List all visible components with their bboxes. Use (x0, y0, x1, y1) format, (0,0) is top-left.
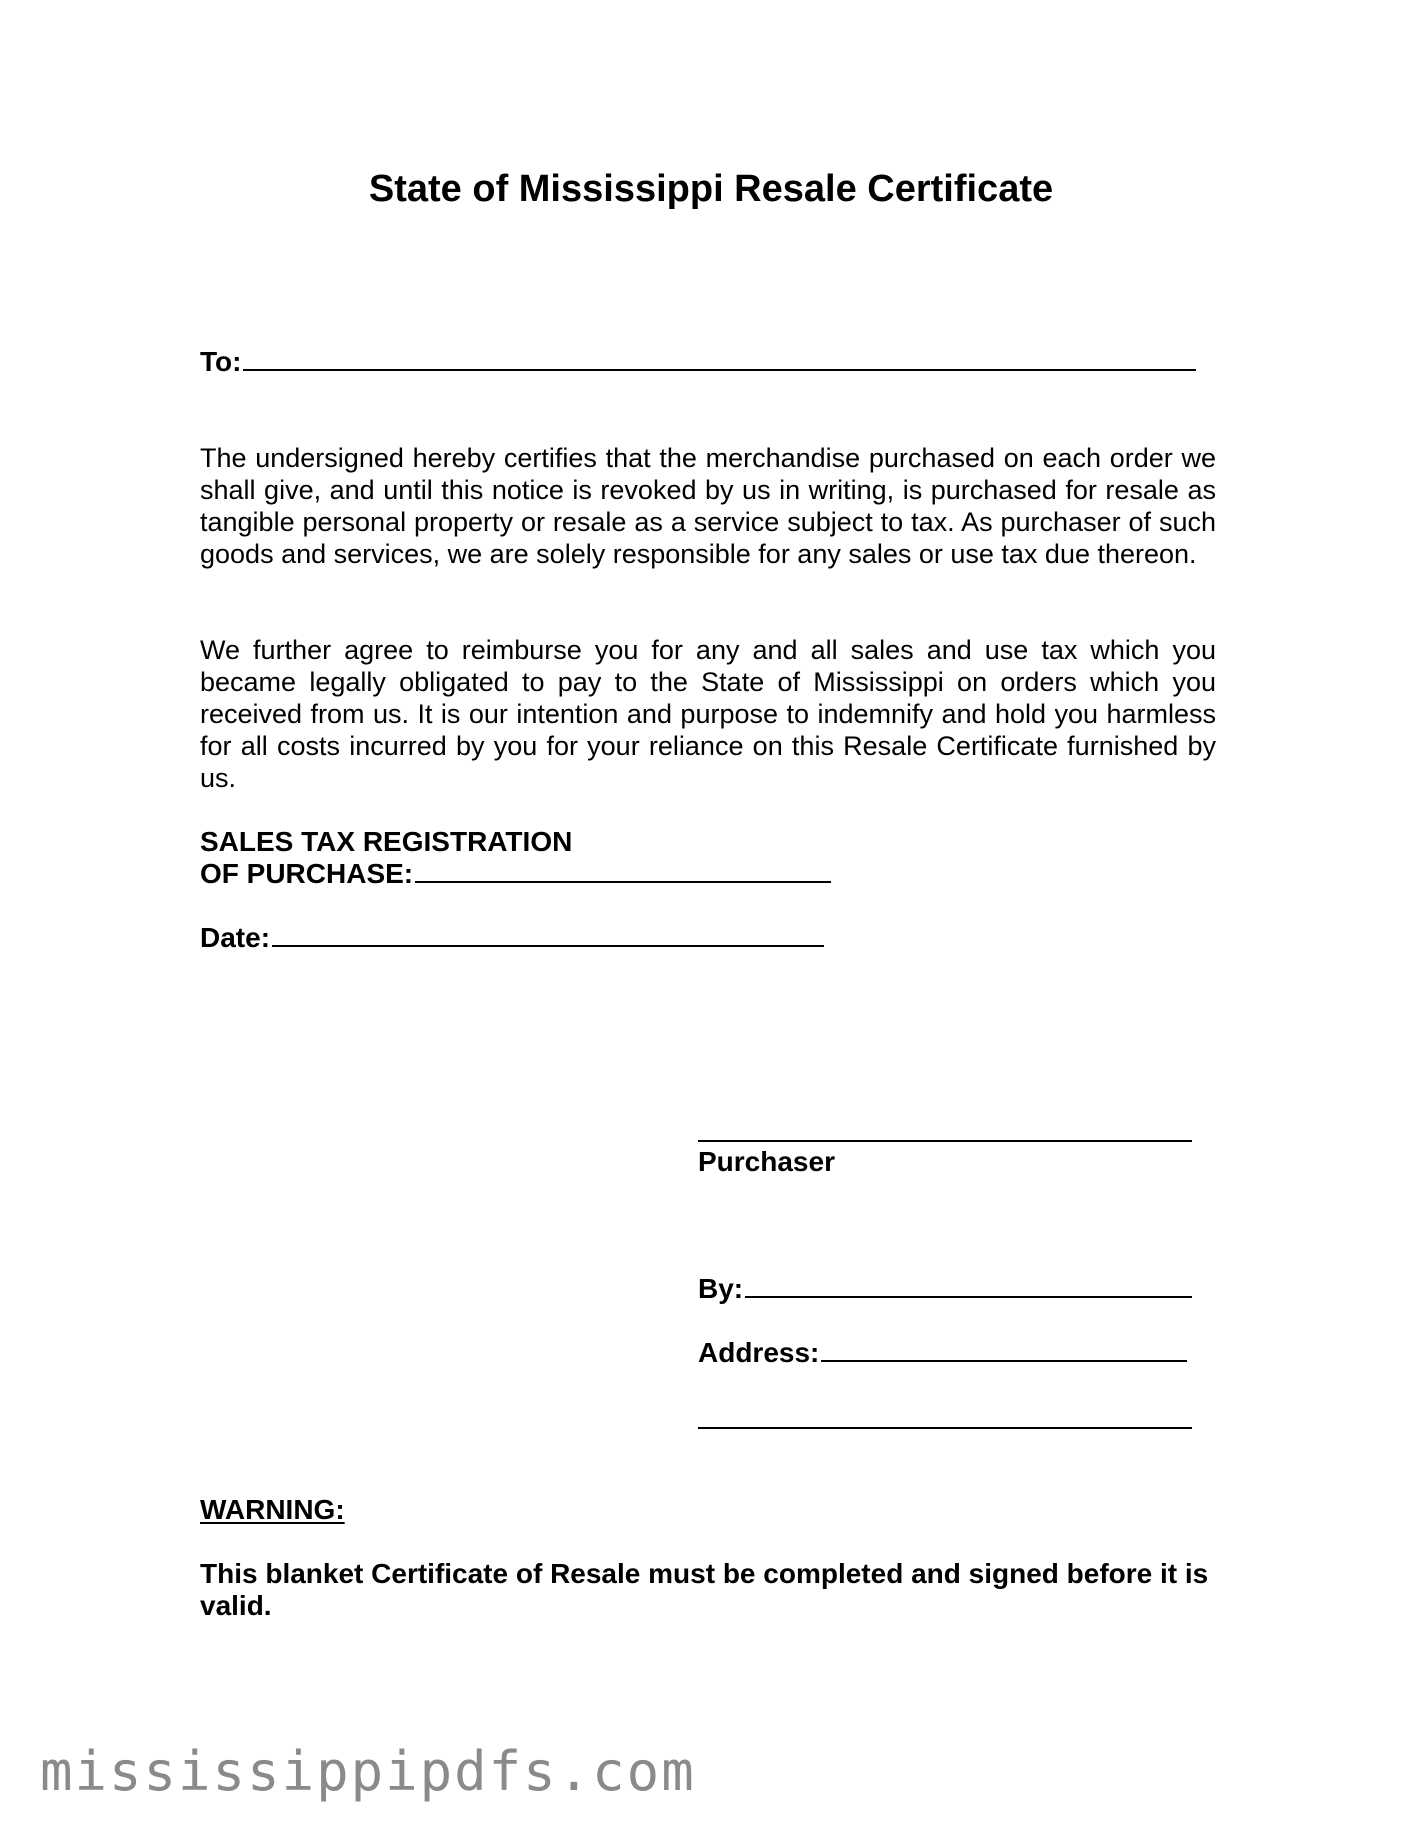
warning-text: This blanket Certificate of Resale must be completed and signed before it is valid. (200, 1558, 1209, 1621)
date-field (200, 922, 824, 954)
registration-blank-line[interactable] (415, 881, 831, 883)
registration-field (200, 858, 831, 890)
address-field (698, 1337, 1187, 1369)
certification-paragraph: The undersigned hereby certifies that the merchandise purchased on each order we shall give, and until this notice is revoked by us in writing, is purchased for resale as tangible personal property or resale as a service subject to tax. As purchaser of such goods and services, we are solely responsible for any sales or use tax due thereon. (200, 443, 1216, 569)
date-label: Date: (200, 922, 271, 953)
watermark-text: mississippipdfs.com (40, 1740, 696, 1803)
to-label: To: (200, 346, 242, 377)
address-label: Address: (698, 1337, 820, 1368)
to-blank-line[interactable] (243, 369, 1196, 371)
address-second-line[interactable] (698, 1427, 1192, 1429)
registration-label-line2: OF PURCHASE: (200, 858, 414, 889)
registration-label-line1: SALES TAX REGISTRATION (200, 826, 573, 857)
by-blank-line[interactable] (745, 1296, 1192, 1298)
date-blank-line[interactable] (272, 945, 824, 947)
by-label: By: (698, 1273, 744, 1304)
purchaser-signature-line[interactable] (698, 1140, 1192, 1142)
address-blank-line[interactable] (821, 1360, 1187, 1362)
reimbursement-paragraph: We further agree to reimburse you for any and all sales and use tax which you became legally obligated to pay to the State of Mississippi on orders which you received from us. It is our intention and purpose to indemnify and hold you harmless for all costs incurred by you for your reliance on this Resale Certificate furnished by us. (200, 635, 1216, 793)
purchaser-label: Purchaser (698, 1146, 835, 1177)
warning-title: WARNING: (200, 1494, 345, 1525)
to-field (200, 346, 1196, 378)
page-title: State of Mississippi Resale Certificate (368, 168, 1054, 210)
by-field (698, 1273, 1192, 1305)
